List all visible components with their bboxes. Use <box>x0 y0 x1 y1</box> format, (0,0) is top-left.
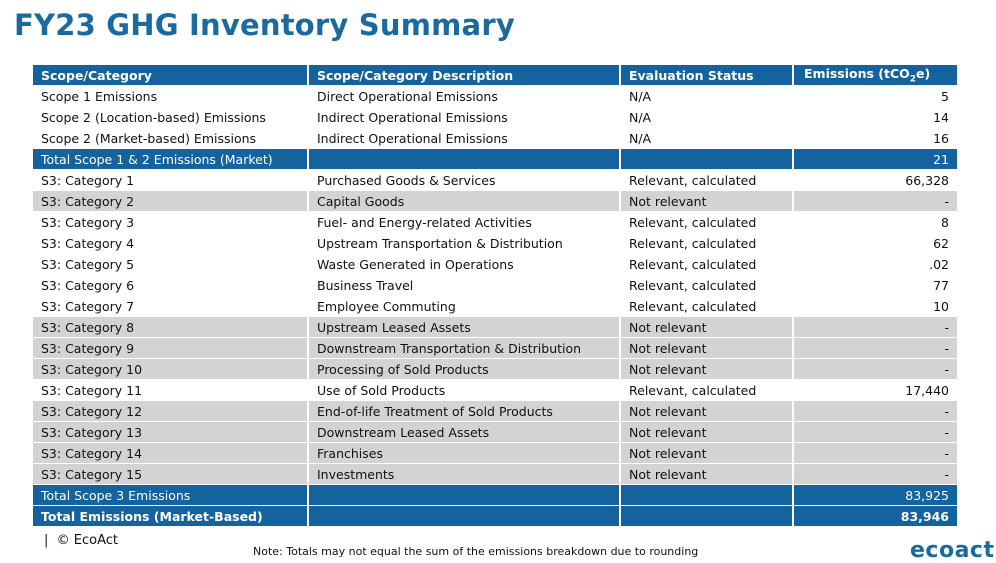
table-row <box>33 275 957 296</box>
cell-category: S3: Category 11 <box>33 380 308 401</box>
cell-status: Relevant, calculated <box>620 170 793 191</box>
cell-category: S3: Category 13 <box>33 422 308 443</box>
cell-emissions: 66,328 <box>793 170 957 191</box>
table-row <box>33 212 957 233</box>
cell-status: Not relevant <box>620 317 793 338</box>
cell-category: S3: Category 5 <box>33 254 308 275</box>
cell-status: Relevant, calculated <box>620 380 793 401</box>
cell-emissions: 16 <box>793 128 957 149</box>
cell-category: Scope 1 Emissions <box>33 86 308 107</box>
cell-category: S3: Category 7 <box>33 296 308 317</box>
cell-description: Waste Generated in Operations <box>308 254 620 275</box>
cell-description: Capital Goods <box>308 191 620 212</box>
cell-emissions: 83,925 <box>793 485 957 506</box>
cell-emissions: - <box>793 317 957 338</box>
cell-description: Indirect Operational Emissions <box>308 128 620 149</box>
page-title: FY23 GHG Inventory Summary <box>14 8 515 42</box>
ghg-inventory-table <box>33 65 957 527</box>
cell-category: S3: Category 3 <box>33 212 308 233</box>
table-row <box>33 401 957 422</box>
cell-emissions: - <box>793 422 957 443</box>
header-emissions-prefix: Emissions (tCO <box>804 65 910 81</box>
table-row <box>33 443 957 464</box>
cell-status: Not relevant <box>620 464 793 485</box>
cell-description: Purchased Goods & Services <box>308 170 620 191</box>
cell-category: Scope 2 (Location-based) Emissions <box>33 107 308 128</box>
cell-status: Not relevant <box>620 401 793 422</box>
table-row <box>33 128 957 149</box>
header-status: Evaluation Status <box>620 65 793 86</box>
copyright <box>44 533 118 548</box>
table-header-row <box>33 65 957 86</box>
table-row <box>33 380 957 401</box>
table-row <box>33 422 957 443</box>
cell-emissions: 5 <box>793 86 957 107</box>
cell-category: S3: Category 10 <box>33 359 308 380</box>
table-row <box>33 485 957 506</box>
table-row <box>33 86 957 107</box>
copyright-separator: | <box>44 533 49 548</box>
cell-description: Use of Sold Products <box>308 380 620 401</box>
table-row <box>33 338 957 359</box>
cell-description: Fuel- and Energy-related Activities <box>308 212 620 233</box>
cell-description: Processing of Sold Products <box>308 359 620 380</box>
table-row <box>33 233 957 254</box>
header-description: Scope/Category Description <box>308 65 620 86</box>
cell-description: Employee Commuting <box>308 296 620 317</box>
cell-emissions: 14 <box>793 107 957 128</box>
cell-emissions: - <box>793 401 957 422</box>
cell-emissions: 8 <box>793 212 957 233</box>
table-row <box>33 359 957 380</box>
cell-description: End-of-life Treatment of Sold Products <box>308 401 620 422</box>
table-row <box>33 317 957 338</box>
table-row <box>33 296 957 317</box>
cell-emissions: - <box>793 191 957 212</box>
cell-emissions: 10 <box>793 296 957 317</box>
rounding-note: Note: Totals may not equal the sum of the emissions breakdown due to rounding <box>253 545 699 558</box>
cell-status: Not relevant <box>620 359 793 380</box>
cell-status: Relevant, calculated <box>620 233 793 254</box>
cell-description: Upstream Transportation & Distribution <box>308 233 620 254</box>
cell-description: Franchises <box>308 443 620 464</box>
cell-status: Not relevant <box>620 191 793 212</box>
cell-category: S3: Category 1 <box>33 170 308 191</box>
cell-description: Upstream Leased Assets <box>308 317 620 338</box>
cell-description: Downstream Transportation & Distribution <box>308 338 620 359</box>
cell-status: Relevant, calculated <box>620 296 793 317</box>
header-emissions-sub: 2 <box>909 74 917 85</box>
cell-description: Downstream Leased Assets <box>308 422 620 443</box>
cell-emissions: - <box>793 464 957 485</box>
cell-category: S3: Category 9 <box>33 338 308 359</box>
cell-emissions: .02 <box>793 254 957 275</box>
cell-category: S3: Category 4 <box>33 233 308 254</box>
table-row <box>33 107 957 128</box>
header-category: Scope/Category <box>33 65 308 86</box>
cell-emissions: - <box>793 338 957 359</box>
cell-category: S3: Category 8 <box>33 317 308 338</box>
cell-description: Business Travel <box>308 275 620 296</box>
table-row <box>33 254 957 275</box>
ecoact-logo: ecoact <box>910 538 995 563</box>
table-row <box>33 506 957 527</box>
cell-category: S3: Category 6 <box>33 275 308 296</box>
cell-emissions: 77 <box>793 275 957 296</box>
cell-description <box>308 506 620 527</box>
copyright-text: © EcoAct <box>56 533 119 548</box>
header-emissions-suffix: e) <box>916 65 931 81</box>
cell-emissions: - <box>793 359 957 380</box>
cell-status: Relevant, calculated <box>620 212 793 233</box>
cell-status: Not relevant <box>620 338 793 359</box>
cell-emissions: 21 <box>793 149 957 170</box>
cell-description: Investments <box>308 464 620 485</box>
cell-status <box>620 506 793 527</box>
cell-description: Direct Operational Emissions <box>308 86 620 107</box>
cell-emissions: - <box>793 443 957 464</box>
cell-emissions: 83,946 <box>793 506 957 527</box>
table-row <box>33 170 957 191</box>
cell-category: S3: Category 2 <box>33 191 308 212</box>
cell-emissions: 62 <box>793 233 957 254</box>
cell-category: Total Emissions (Market-Based) <box>33 506 308 527</box>
table-row <box>33 149 957 170</box>
cell-description: Indirect Operational Emissions <box>308 107 620 128</box>
cell-status: Not relevant <box>620 443 793 464</box>
cell-category: S3: Category 14 <box>33 443 308 464</box>
cell-category: S3: Category 15 <box>33 464 308 485</box>
cell-description <box>308 149 620 170</box>
cell-status <box>620 485 793 506</box>
cell-status: N/A <box>620 107 793 128</box>
cell-emissions: 17,440 <box>793 380 957 401</box>
table-row <box>33 191 957 212</box>
cell-category: Total Scope 1 & 2 Emissions (Market) <box>33 149 308 170</box>
cell-status: Relevant, calculated <box>620 254 793 275</box>
cell-category: S3: Category 12 <box>33 401 308 422</box>
cell-description <box>308 485 620 506</box>
cell-status: Relevant, calculated <box>620 275 793 296</box>
table-row <box>33 464 957 485</box>
cell-category: Scope 2 (Market-based) Emissions <box>33 128 308 149</box>
cell-status <box>620 149 793 170</box>
cell-status: N/A <box>620 128 793 149</box>
cell-category: Total Scope 3 Emissions <box>33 485 308 506</box>
header-emissions <box>793 65 957 86</box>
cell-status: N/A <box>620 86 793 107</box>
cell-status: Not relevant <box>620 422 793 443</box>
